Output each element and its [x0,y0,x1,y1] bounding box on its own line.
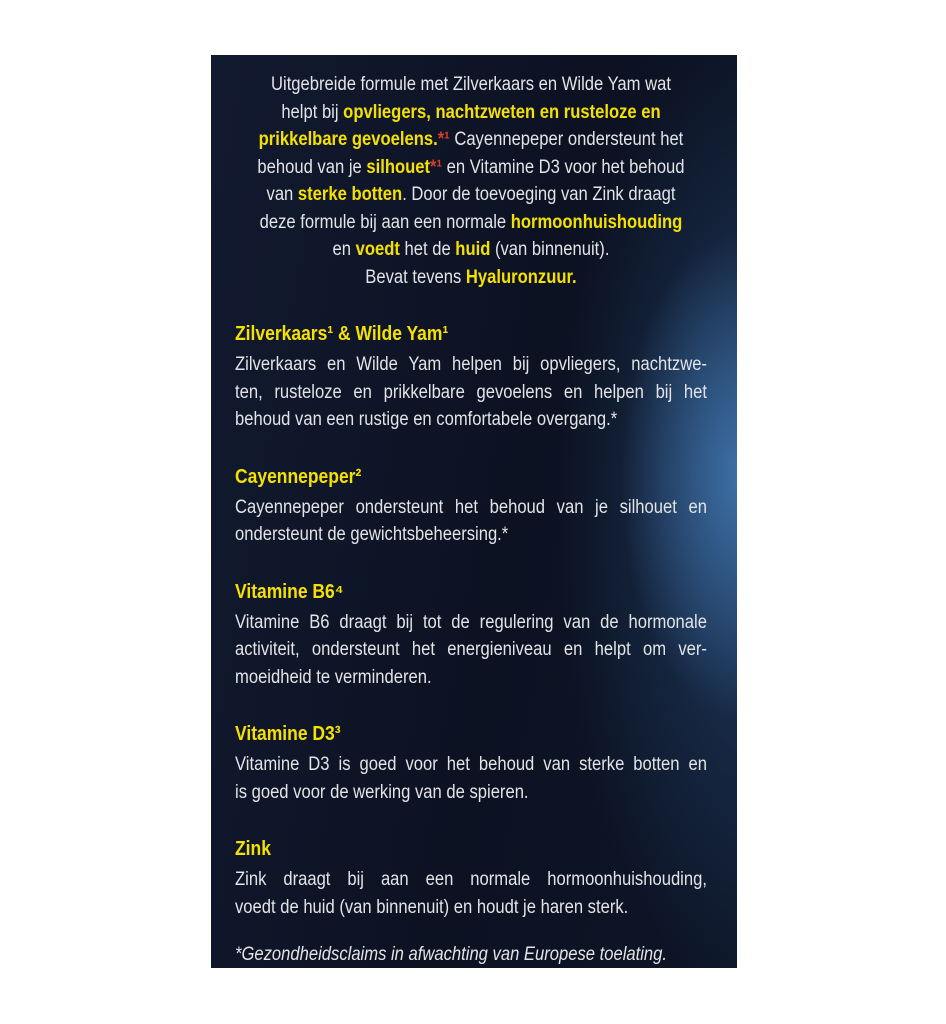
section-body-line: behoud van een rustige en comfortabele overgang.* [235,409,618,430]
intro-segment: Bevat tevens [365,266,466,288]
intro-highlight: Hyaluronzuur. [465,266,577,288]
section-body-line: Zink draagt bij aan een normale hormoonhuishouding, [235,869,707,890]
intro-segment: Cayennepeper ondersteunt het [449,129,684,150]
intro-line [221,209,721,237]
intro-segment: het de [399,239,456,260]
intro-segment: Uitgebreide formule met Zilverkaars en Wilde Yam wat [271,74,671,95]
intro-segment: en Vitamine D3 voor het behoud [442,156,685,178]
section-body-line: moeidheid te verminderen. [235,666,432,688]
intro-line [221,154,721,182]
intro-segment: en [332,239,356,260]
section-zink [235,836,707,921]
intro-line [221,181,721,209]
section-body-line: Zilverkaars en Wilde Yam helpen bij opvliegers, nachtzwe- [235,354,707,375]
intro-highlight: hormoonhuishouding [510,211,683,233]
section-zilverkaars-wilde-yam [235,321,707,434]
intro-highlight: huid [455,239,491,260]
intro-highlight: silhouet [366,156,431,178]
intro-line [221,264,721,292]
section-vitamine-d3 [235,721,707,806]
section-body-line: voedt de huid (van binnenuit) en houdt je haren sterk. [235,896,629,918]
intro-highlight: voedt [355,239,400,260]
intro-segment: van [266,184,298,205]
section-body-line: Cayennepeper ondersteunt het behoud van je silhouet en [235,496,707,518]
intro-segment: helpt bij [281,101,344,123]
section-cayennepeper [235,464,707,549]
section-body-line: ten, rusteloze en prikkelbare gevoelens en helpen bij het [235,381,707,403]
intro-superscript: *¹ [430,156,443,178]
intro-paragraph [221,71,721,291]
section-body-line: ondersteunt de gewichtsbeheersing.* [235,524,509,545]
health-claims-footnote: *Gezondheidsclaims in afwachting van Europese toelating. [235,944,668,965]
intro-line [221,71,721,99]
intro-highlight: opvliegers, nachtzweten en rusteloze en [343,101,661,123]
section-heading: Zink [235,838,271,860]
product-label-panel [211,55,737,968]
section-body-line: is goed voor de werking van de spieren. [235,781,529,803]
intro-superscript: *¹ [437,129,450,150]
intro-line [221,99,721,127]
section-body-line: activiteit, ondersteunt het energieniveau en helpt om ver- [235,639,707,660]
section-heading: Vitamine D3³ [235,723,341,745]
section-heading: Zilverkaars¹ & Wilde Yam¹ [235,323,449,345]
label-content [235,55,707,968]
section-heading: Cayennepeper² [235,465,362,488]
section-body-line: Vitamine B6 draagt bij tot de regulering van de hormonale [235,611,707,633]
section-body-line: Vitamine D3 is goed voor het behoud van sterke botten en [235,754,707,775]
intro-highlight: prikkelbare gevoelens. [258,129,438,150]
intro-segment: deze formule bij aan een normale [259,211,511,233]
intro-line [221,126,721,154]
intro-line [221,236,721,264]
section-heading: Vitamine B6⁴ [235,580,344,603]
section-vitamine-b6 [235,579,707,692]
intro-segment: (van binnenuit). [490,239,610,260]
intro-segment: . Door de toevoeging van Zink draagt [402,184,676,205]
intro-segment: behoud van je [257,156,367,178]
intro-highlight: sterke botten [297,184,403,205]
